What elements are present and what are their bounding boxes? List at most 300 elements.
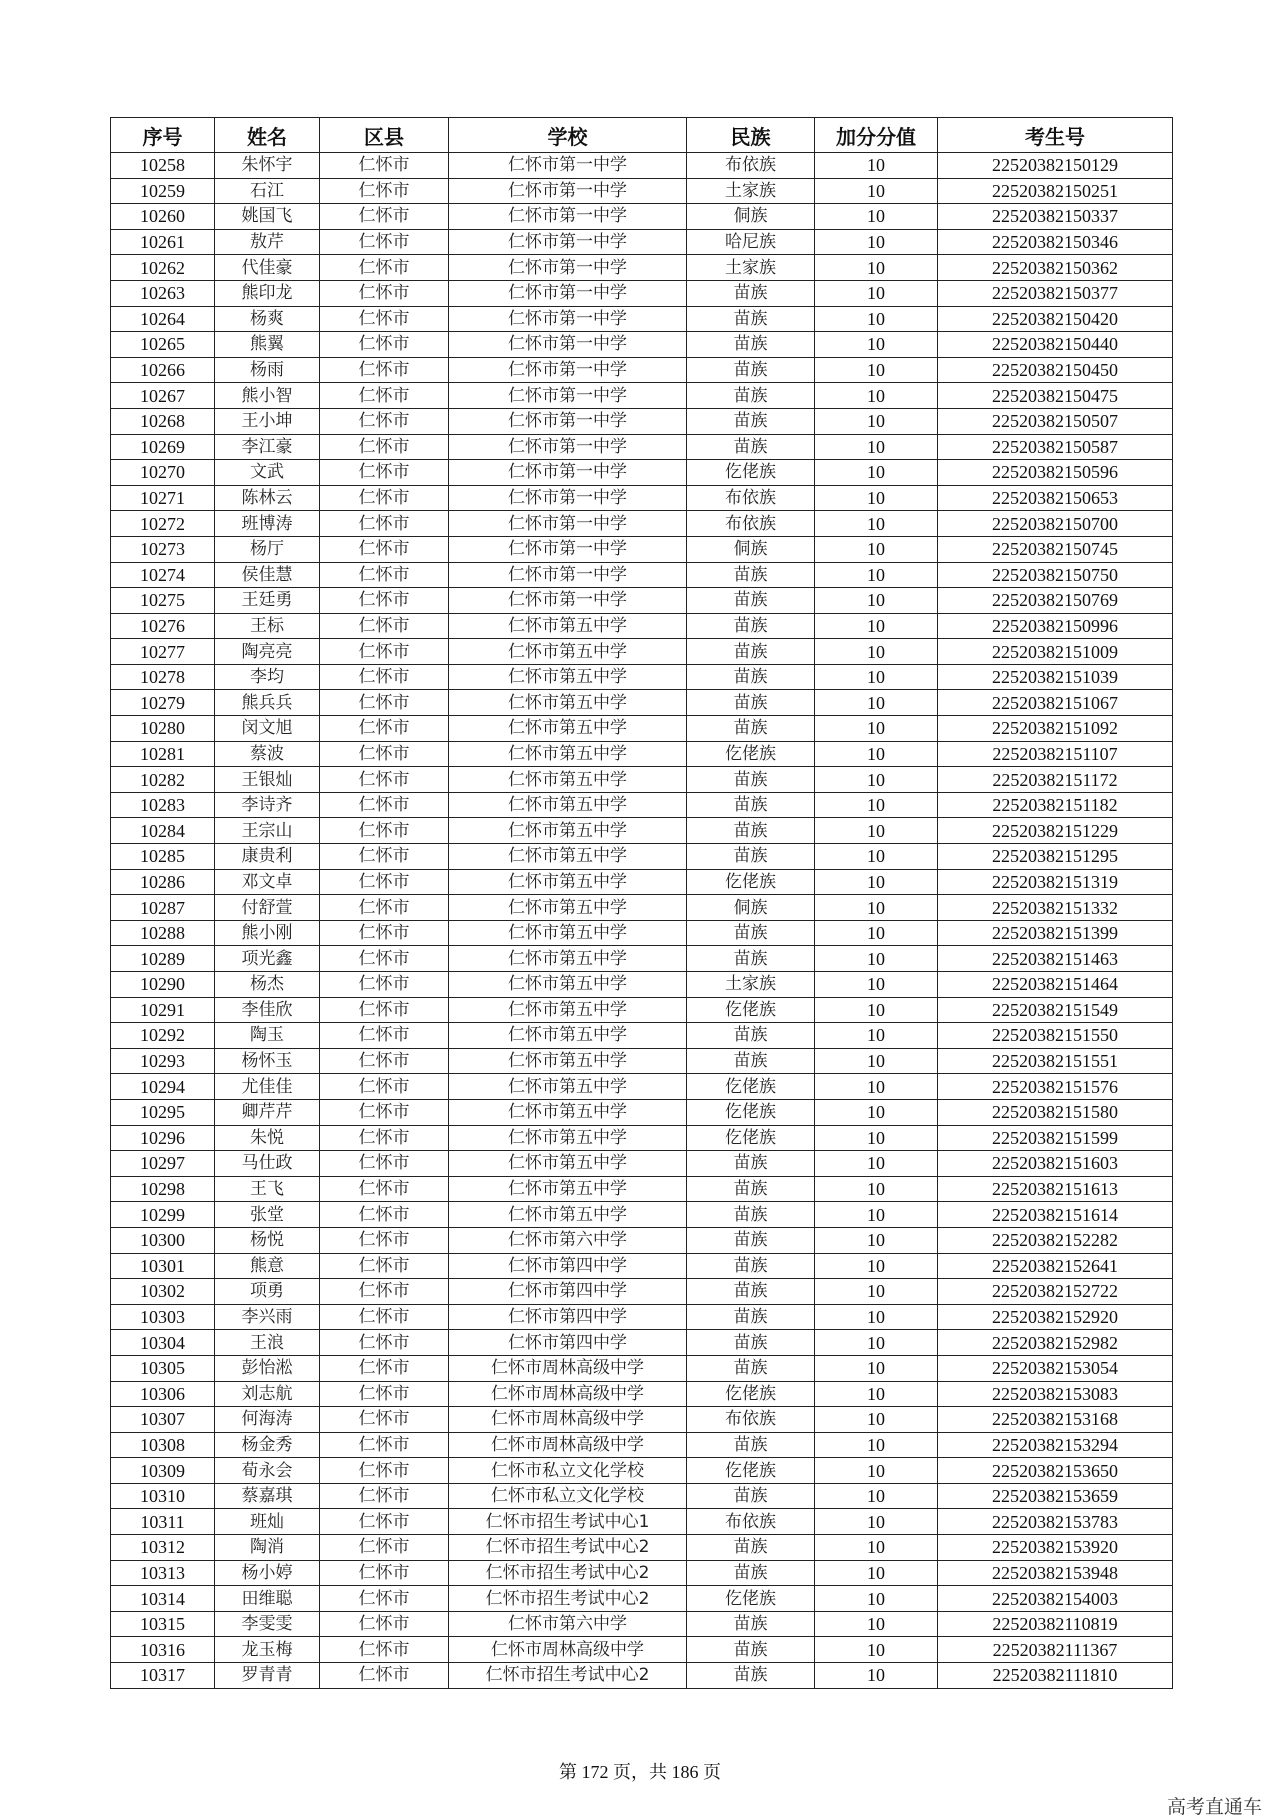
cell-school: 仁怀市招生考试中心2	[449, 1535, 687, 1561]
cell-exam-number: 22520382151603	[938, 1151, 1173, 1177]
cell-name: 王宗山	[215, 818, 320, 844]
table-row	[111, 1279, 1173, 1305]
cell-bonus-points: 10	[815, 562, 938, 588]
cell-name: 李均	[215, 664, 320, 690]
cell-county: 仁怀市	[320, 1663, 449, 1689]
cell-school: 仁怀市第一中学	[449, 536, 687, 562]
table-row	[111, 306, 1173, 332]
cell-serial-no: 10293	[111, 1048, 215, 1074]
cell-serial-no: 10261	[111, 229, 215, 255]
cell-ethnicity: 仡佬族	[687, 1099, 815, 1125]
cell-ethnicity: 苗族	[687, 639, 815, 665]
table-row	[111, 562, 1173, 588]
cell-county: 仁怀市	[320, 178, 449, 204]
cell-county: 仁怀市	[320, 741, 449, 767]
cell-serial-no: 10283	[111, 792, 215, 818]
cell-ethnicity: 仡佬族	[687, 1074, 815, 1100]
cell-ethnicity: 苗族	[687, 1023, 815, 1049]
cell-ethnicity: 苗族	[687, 408, 815, 434]
cell-bonus-points: 10	[815, 485, 938, 511]
cell-exam-number: 22520382111367	[938, 1637, 1173, 1663]
cell-bonus-points: 10	[815, 1663, 938, 1689]
cell-serial-no: 10272	[111, 511, 215, 537]
cell-ethnicity: 苗族	[687, 332, 815, 358]
cell-ethnicity: 苗族	[687, 1227, 815, 1253]
cell-name: 班灿	[215, 1509, 320, 1535]
cell-school: 仁怀市第六中学	[449, 1611, 687, 1637]
cell-bonus-points: 10	[815, 664, 938, 690]
cell-county: 仁怀市	[320, 1611, 449, 1637]
cell-name: 尤佳佳	[215, 1074, 320, 1100]
cell-serial-no: 10314	[111, 1586, 215, 1612]
cell-school: 仁怀市第五中学	[449, 844, 687, 870]
cell-county: 仁怀市	[320, 946, 449, 972]
cell-serial-no: 10285	[111, 844, 215, 870]
cell-school: 仁怀市招生考试中心2	[449, 1560, 687, 1586]
cell-serial-no: 10305	[111, 1355, 215, 1381]
cell-exam-number: 22520382150129	[938, 153, 1173, 179]
cell-exam-number: 22520382152920	[938, 1304, 1173, 1330]
cell-county: 仁怀市	[320, 460, 449, 486]
table-row	[111, 1458, 1173, 1484]
cell-serial-no: 10292	[111, 1023, 215, 1049]
cell-school: 仁怀市第五中学	[449, 946, 687, 972]
table-row	[111, 1048, 1173, 1074]
table-row	[111, 844, 1173, 870]
cell-ethnicity: 仡佬族	[687, 741, 815, 767]
table-row	[111, 204, 1173, 230]
cell-name: 何海涛	[215, 1407, 320, 1433]
watermark-text: 高考直通车	[1166, 1796, 1262, 1818]
cell-ethnicity: 侗族	[687, 895, 815, 921]
cell-county: 仁怀市	[320, 1048, 449, 1074]
cell-exam-number: 22520382150700	[938, 511, 1173, 537]
cell-name: 王飞	[215, 1176, 320, 1202]
cell-school: 仁怀市周林高级中学	[449, 1407, 687, 1433]
cell-exam-number: 22520382153783	[938, 1509, 1173, 1535]
cell-exam-number: 22520382150996	[938, 613, 1173, 639]
cell-county: 仁怀市	[320, 1099, 449, 1125]
table-row	[111, 1663, 1173, 1689]
cell-ethnicity: 哈尼族	[687, 229, 815, 255]
cell-serial-no: 10259	[111, 178, 215, 204]
cell-name: 陈林云	[215, 485, 320, 511]
cell-exam-number: 22520382153168	[938, 1407, 1173, 1433]
cell-name: 杨怀玉	[215, 1048, 320, 1074]
cell-bonus-points: 10	[815, 844, 938, 870]
cell-school: 仁怀市第四中学	[449, 1304, 687, 1330]
cell-name: 熊兵兵	[215, 690, 320, 716]
cell-county: 仁怀市	[320, 1330, 449, 1356]
cell-school: 仁怀市第五中学	[449, 1202, 687, 1228]
cell-name: 陶消	[215, 1535, 320, 1561]
cell-exam-number: 22520382150346	[938, 229, 1173, 255]
cell-bonus-points: 10	[815, 511, 938, 537]
table-row	[111, 1586, 1173, 1612]
cell-ethnicity: 土家族	[687, 972, 815, 998]
cell-serial-no: 10287	[111, 895, 215, 921]
table-row	[111, 920, 1173, 946]
table-row	[111, 1099, 1173, 1125]
cell-school: 仁怀市第五中学	[449, 1074, 687, 1100]
cell-school: 仁怀市第五中学	[449, 767, 687, 793]
cell-ethnicity: 苗族	[687, 1151, 815, 1177]
cell-name: 陶玉	[215, 1023, 320, 1049]
table-row	[111, 153, 1173, 179]
cell-school: 仁怀市招生考试中心2	[449, 1663, 687, 1689]
cell-county: 仁怀市	[320, 1202, 449, 1228]
cell-exam-number: 22520382111810	[938, 1663, 1173, 1689]
cell-county: 仁怀市	[320, 1074, 449, 1100]
cell-serial-no: 10296	[111, 1125, 215, 1151]
cell-serial-no: 10265	[111, 332, 215, 358]
cell-bonus-points: 10	[815, 280, 938, 306]
table-row	[111, 792, 1173, 818]
cell-name: 卿芹芹	[215, 1099, 320, 1125]
cell-serial-no: 10307	[111, 1407, 215, 1433]
cell-ethnicity: 苗族	[687, 383, 815, 409]
table-row	[111, 229, 1173, 255]
cell-ethnicity: 土家族	[687, 255, 815, 281]
cell-exam-number: 22520382151599	[938, 1125, 1173, 1151]
cell-school: 仁怀市第五中学	[449, 613, 687, 639]
cell-bonus-points: 10	[815, 1074, 938, 1100]
cell-serial-no: 10308	[111, 1432, 215, 1458]
cell-county: 仁怀市	[320, 204, 449, 230]
cell-ethnicity: 苗族	[687, 1535, 815, 1561]
cell-school: 仁怀市第五中学	[449, 741, 687, 767]
cell-county: 仁怀市	[320, 1509, 449, 1535]
cell-exam-number: 22520382150653	[938, 485, 1173, 511]
cell-bonus-points: 10	[815, 997, 938, 1023]
cell-name: 熊翼	[215, 332, 320, 358]
cell-county: 仁怀市	[320, 1432, 449, 1458]
cell-exam-number: 22520382150450	[938, 357, 1173, 383]
cell-county: 仁怀市	[320, 1560, 449, 1586]
cell-exam-number: 22520382110819	[938, 1611, 1173, 1637]
table-row	[111, 536, 1173, 562]
cell-school: 仁怀市周林高级中学	[449, 1432, 687, 1458]
header-exam-number: 考生号	[938, 118, 1173, 153]
cell-exam-number: 22520382151549	[938, 997, 1173, 1023]
cell-school: 仁怀市第一中学	[449, 383, 687, 409]
cell-name: 文武	[215, 460, 320, 486]
cell-bonus-points: 10	[815, 1535, 938, 1561]
cell-name: 项勇	[215, 1279, 320, 1305]
cell-bonus-points: 10	[815, 434, 938, 460]
cell-name: 班博涛	[215, 511, 320, 537]
cell-ethnicity: 仡佬族	[687, 1381, 815, 1407]
cell-name: 蔡嘉琪	[215, 1483, 320, 1509]
cell-exam-number: 22520382150596	[938, 460, 1173, 486]
table-row	[111, 357, 1173, 383]
cell-bonus-points: 10	[815, 383, 938, 409]
cell-county: 仁怀市	[320, 332, 449, 358]
table-row	[111, 1202, 1173, 1228]
cell-name: 王浪	[215, 1330, 320, 1356]
cell-county: 仁怀市	[320, 664, 449, 690]
cell-ethnicity: 仡佬族	[687, 460, 815, 486]
cell-serial-no: 10276	[111, 613, 215, 639]
cell-serial-no: 10279	[111, 690, 215, 716]
cell-name: 李兴雨	[215, 1304, 320, 1330]
cell-school: 仁怀市第一中学	[449, 332, 687, 358]
cell-bonus-points: 10	[815, 1176, 938, 1202]
table-row	[111, 895, 1173, 921]
cell-county: 仁怀市	[320, 690, 449, 716]
cell-county: 仁怀市	[320, 1253, 449, 1279]
cell-ethnicity: 苗族	[687, 434, 815, 460]
table-row	[111, 1535, 1173, 1561]
cell-bonus-points: 10	[815, 153, 938, 179]
cell-name: 罗青青	[215, 1663, 320, 1689]
table-row	[111, 639, 1173, 665]
cell-serial-no: 10267	[111, 383, 215, 409]
cell-ethnicity: 苗族	[687, 1637, 815, 1663]
cell-bonus-points: 10	[815, 1151, 938, 1177]
table-row	[111, 1483, 1173, 1509]
cell-name: 杨厅	[215, 536, 320, 562]
cell-county: 仁怀市	[320, 818, 449, 844]
cell-name: 闵文旭	[215, 716, 320, 742]
cell-serial-no: 10300	[111, 1227, 215, 1253]
cell-serial-no: 10298	[111, 1176, 215, 1202]
cell-exam-number: 22520382151172	[938, 767, 1173, 793]
cell-bonus-points: 10	[815, 639, 938, 665]
cell-ethnicity: 仡佬族	[687, 869, 815, 895]
cell-bonus-points: 10	[815, 741, 938, 767]
cell-serial-no: 10291	[111, 997, 215, 1023]
table-row	[111, 767, 1173, 793]
cell-ethnicity: 苗族	[687, 792, 815, 818]
cell-serial-no: 10270	[111, 460, 215, 486]
cell-bonus-points: 10	[815, 1458, 938, 1484]
cell-bonus-points: 10	[815, 1637, 938, 1663]
cell-name: 杨杰	[215, 972, 320, 998]
table-row	[111, 1253, 1173, 1279]
cell-ethnicity: 苗族	[687, 1560, 815, 1586]
cell-serial-no: 10271	[111, 485, 215, 511]
cell-exam-number: 22520382150475	[938, 383, 1173, 409]
cell-exam-number: 22520382151613	[938, 1176, 1173, 1202]
cell-name: 姚国飞	[215, 204, 320, 230]
cell-county: 仁怀市	[320, 153, 449, 179]
cell-school: 仁怀市第五中学	[449, 664, 687, 690]
cell-county: 仁怀市	[320, 972, 449, 998]
cell-serial-no: 10316	[111, 1637, 215, 1663]
cell-name: 田维聪	[215, 1586, 320, 1612]
cell-ethnicity: 侗族	[687, 536, 815, 562]
cell-bonus-points: 10	[815, 1227, 938, 1253]
table-row	[111, 1407, 1173, 1433]
cell-county: 仁怀市	[320, 1151, 449, 1177]
cell-county: 仁怀市	[320, 869, 449, 895]
cell-county: 仁怀市	[320, 895, 449, 921]
cell-school: 仁怀市第五中学	[449, 895, 687, 921]
cell-school: 仁怀市第五中学	[449, 716, 687, 742]
cell-name: 李诗齐	[215, 792, 320, 818]
cell-ethnicity: 布依族	[687, 1407, 815, 1433]
cell-exam-number: 22520382153294	[938, 1432, 1173, 1458]
cell-name: 刘志航	[215, 1381, 320, 1407]
cell-bonus-points: 10	[815, 536, 938, 562]
cell-school: 仁怀市周林高级中学	[449, 1381, 687, 1407]
cell-name: 熊印龙	[215, 280, 320, 306]
cell-serial-no: 10282	[111, 767, 215, 793]
cell-serial-no: 10289	[111, 946, 215, 972]
cell-name: 项光鑫	[215, 946, 320, 972]
cell-bonus-points: 10	[815, 895, 938, 921]
cell-exam-number: 22520382151464	[938, 972, 1173, 998]
cell-serial-no: 10294	[111, 1074, 215, 1100]
cell-exam-number: 22520382151614	[938, 1202, 1173, 1228]
table-row	[111, 741, 1173, 767]
cell-exam-number: 22520382151550	[938, 1023, 1173, 1049]
table-row	[111, 280, 1173, 306]
cell-name: 李雯雯	[215, 1611, 320, 1637]
table-row	[111, 997, 1173, 1023]
cell-bonus-points: 10	[815, 1560, 938, 1586]
cell-name: 王小坤	[215, 408, 320, 434]
cell-serial-no: 10266	[111, 357, 215, 383]
cell-exam-number: 22520382151107	[938, 741, 1173, 767]
cell-name: 代佳豪	[215, 255, 320, 281]
cell-exam-number: 22520382150745	[938, 536, 1173, 562]
cell-school: 仁怀市私立文化学校	[449, 1458, 687, 1484]
cell-ethnicity: 布依族	[687, 153, 815, 179]
cell-serial-no: 10297	[111, 1151, 215, 1177]
cell-exam-number: 22520382150769	[938, 588, 1173, 614]
cell-school: 仁怀市第一中学	[449, 280, 687, 306]
cell-serial-no: 10280	[111, 716, 215, 742]
cell-school: 仁怀市第一中学	[449, 204, 687, 230]
cell-school: 仁怀市第五中学	[449, 639, 687, 665]
cell-ethnicity: 苗族	[687, 1663, 815, 1689]
cell-name: 熊小智	[215, 383, 320, 409]
cell-bonus-points: 10	[815, 1099, 938, 1125]
table-row	[111, 1637, 1173, 1663]
table-row	[111, 1381, 1173, 1407]
cell-ethnicity: 苗族	[687, 1611, 815, 1637]
cell-exam-number: 22520382154003	[938, 1586, 1173, 1612]
cell-school: 仁怀市第五中学	[449, 1151, 687, 1177]
cell-ethnicity: 苗族	[687, 1176, 815, 1202]
cell-county: 仁怀市	[320, 280, 449, 306]
score-bonus-table-container	[110, 117, 1172, 1689]
cell-ethnicity: 苗族	[687, 1253, 815, 1279]
cell-name: 朱怀宇	[215, 153, 320, 179]
header-school: 学校	[449, 118, 687, 153]
table-row	[111, 588, 1173, 614]
table-row	[111, 1176, 1173, 1202]
cell-name: 石江	[215, 178, 320, 204]
cell-bonus-points: 10	[815, 1125, 938, 1151]
table-row	[111, 613, 1173, 639]
cell-county: 仁怀市	[320, 997, 449, 1023]
cell-serial-no: 10304	[111, 1330, 215, 1356]
cell-school: 仁怀市第一中学	[449, 562, 687, 588]
cell-school: 仁怀市第五中学	[449, 1023, 687, 1049]
cell-ethnicity: 苗族	[687, 1330, 815, 1356]
cell-serial-no: 10262	[111, 255, 215, 281]
cell-name: 彭怡淞	[215, 1355, 320, 1381]
cell-ethnicity: 仡佬族	[687, 1458, 815, 1484]
cell-bonus-points: 10	[815, 204, 938, 230]
cell-exam-number: 22520382153083	[938, 1381, 1173, 1407]
cell-exam-number: 22520382151009	[938, 639, 1173, 665]
table-row	[111, 1125, 1173, 1151]
cell-serial-no: 10303	[111, 1304, 215, 1330]
cell-bonus-points: 10	[815, 178, 938, 204]
cell-county: 仁怀市	[320, 1407, 449, 1433]
cell-serial-no: 10315	[111, 1611, 215, 1637]
cell-ethnicity: 苗族	[687, 562, 815, 588]
cell-ethnicity: 苗族	[687, 1279, 815, 1305]
cell-ethnicity: 布依族	[687, 485, 815, 511]
cell-serial-no: 10302	[111, 1279, 215, 1305]
cell-bonus-points: 10	[815, 357, 938, 383]
cell-school: 仁怀市第五中学	[449, 1176, 687, 1202]
cell-name: 朱悦	[215, 1125, 320, 1151]
cell-ethnicity: 仡佬族	[687, 1586, 815, 1612]
table-header-row	[111, 118, 1173, 153]
cell-exam-number: 22520382151332	[938, 895, 1173, 921]
cell-ethnicity: 苗族	[687, 588, 815, 614]
cell-ethnicity: 侗族	[687, 204, 815, 230]
cell-serial-no: 10273	[111, 536, 215, 562]
cell-county: 仁怀市	[320, 408, 449, 434]
cell-name: 杨爽	[215, 306, 320, 332]
cell-ethnicity: 苗族	[687, 1304, 815, 1330]
table-row	[111, 1074, 1173, 1100]
cell-name: 王银灿	[215, 767, 320, 793]
cell-bonus-points: 10	[815, 613, 938, 639]
cell-serial-no: 10299	[111, 1202, 215, 1228]
cell-exam-number: 22520382153054	[938, 1355, 1173, 1381]
cell-serial-no: 10309	[111, 1458, 215, 1484]
cell-bonus-points: 10	[815, 229, 938, 255]
cell-ethnicity: 土家族	[687, 178, 815, 204]
cell-bonus-points: 10	[815, 1330, 938, 1356]
cell-bonus-points: 10	[815, 716, 938, 742]
cell-exam-number: 22520382151551	[938, 1048, 1173, 1074]
cell-exam-number: 22520382151580	[938, 1099, 1173, 1125]
table-row	[111, 434, 1173, 460]
table-row	[111, 946, 1173, 972]
cell-exam-number: 22520382153659	[938, 1483, 1173, 1509]
cell-exam-number: 22520382150337	[938, 204, 1173, 230]
cell-school: 仁怀市第一中学	[449, 408, 687, 434]
cell-ethnicity: 苗族	[687, 306, 815, 332]
cell-bonus-points: 10	[815, 1048, 938, 1074]
cell-bonus-points: 10	[815, 588, 938, 614]
cell-school: 仁怀市第五中学	[449, 920, 687, 946]
cell-bonus-points: 10	[815, 869, 938, 895]
cell-ethnicity: 仡佬族	[687, 997, 815, 1023]
cell-serial-no: 10269	[111, 434, 215, 460]
cell-bonus-points: 10	[815, 1023, 938, 1049]
table-row	[111, 408, 1173, 434]
cell-bonus-points: 10	[815, 460, 938, 486]
cell-name: 杨悦	[215, 1227, 320, 1253]
table-row	[111, 511, 1173, 537]
cell-exam-number: 22520382150507	[938, 408, 1173, 434]
cell-school: 仁怀市第五中学	[449, 972, 687, 998]
table-row	[111, 1304, 1173, 1330]
cell-serial-no: 10263	[111, 280, 215, 306]
cell-bonus-points: 10	[815, 946, 938, 972]
cell-bonus-points: 10	[815, 1304, 938, 1330]
